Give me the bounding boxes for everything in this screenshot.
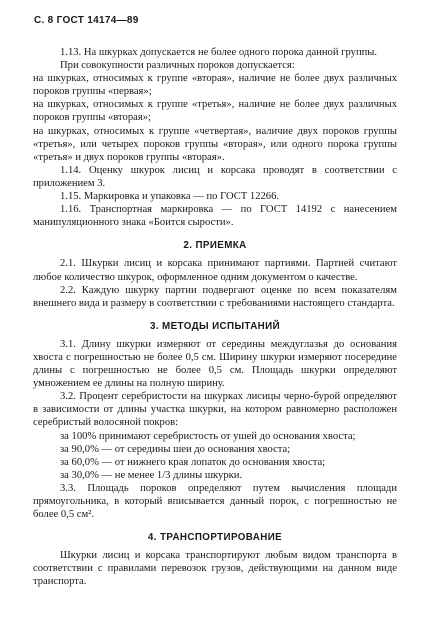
- paragraph-group-second: на шкурках, относимых к группе «вторая», наличие не более двух различных пороков группы «первая»;: [33, 73, 397, 98]
- paragraph-2-1: 2.1. Шкурки лисиц и корсака принимают партиями. Партией считают любое количество шкурок, оформленное одним документом о качестве.: [33, 258, 397, 283]
- paragraph-group-third: на шкурках, относимых к группе «третья», наличие не более двух различных пороков группы «вторая»;: [33, 99, 397, 124]
- paragraph-silver-60: за 60,0% — от нижнего края лопаток до основания хвоста;: [60, 456, 326, 468]
- paragraph-1-15: 1.15. Маркировка и упаковка — по ГОСТ 12266.: [60, 191, 280, 203]
- paragraph-1-13: 1.13. На шкурках допускается не более одного порока данной группы.: [60, 47, 378, 58]
- paragraph-silver-30: за 30,0% — не менее 1/3 длины шкурки.: [60, 469, 243, 481]
- paragraph-3-3: 3.3. Площадь пороков определяют путем вычисления площади прямоугольника, в который вписывается данный порок, с погрешностью не более 0,5 см².: [33, 482, 397, 521]
- section-heading-transportation: 4. ТРАНСПОРТИРОВАНИЕ: [147, 532, 283, 544]
- paragraph-1-16: 1.16. Транспортная маркировка — по ГОСТ 14192 с нанесением манипуляционного знака «Боится сырости».: [33, 204, 397, 229]
- document-body: [33, 46, 397, 589]
- paragraph-3-1: 3.1. Длину шкурки измеряют от середины междуглазья до основания хвоста с погрешностью не более 0,5 см. Ширину шкурки измеряют посередине длины с погрешностью не более 0,5 см. Площадь шкурки определяют умножением ее длины на полную ширину.: [33, 338, 397, 390]
- paragraph-group-fourth: на шкурках, относимых к группе «четвертая», наличие двух пороков группы «третья», или четырех пороков группы «вторая», или одного порока группы «третья» и двух пороков группы «вторая».: [33, 125, 397, 163]
- paragraph-silver-90: за 90,0% — от середины шеи до основания хвоста;: [60, 443, 291, 455]
- paragraph-1-14: 1.14. Оценку шкурок лисиц и корсака проводят в соответствии с приложением 3.: [33, 164, 397, 189]
- paragraph-2-2: 2.2. Каждую шкурку партии подвергают оценке по всем показателям внешнего вида и размеру в соответствии с требованиями настоящего стандарта.: [33, 284, 397, 309]
- paragraph-combination-intro: При совокупности различных пороков допускается:: [60, 60, 295, 72]
- page-header: С. 8 ГОСТ 14174—89: [34, 15, 139, 26]
- paragraph-3-2: 3.2. Процент серебристости на шкурках лисицы черно-бурой определяют в зависимости от длины участка шкурки, на котором равномерно расположен серебристый волосяной покров:: [33, 391, 397, 429]
- section-heading-acceptance: 2. ПРИЕМКА: [183, 240, 247, 252]
- paragraph-silver-100: за 100% принимают серебристость от ушей до основания хвоста;: [60, 430, 356, 442]
- section-heading-test-methods: 3. МЕТОДЫ ИСПЫТАНИЙ: [149, 320, 281, 332]
- paragraph-4-1: Шкурки лисиц и корсака транспортируют любым видом транспорта в соответствии с правилами перевозок грузов, действующими на данном виде транспорта.: [33, 550, 397, 588]
